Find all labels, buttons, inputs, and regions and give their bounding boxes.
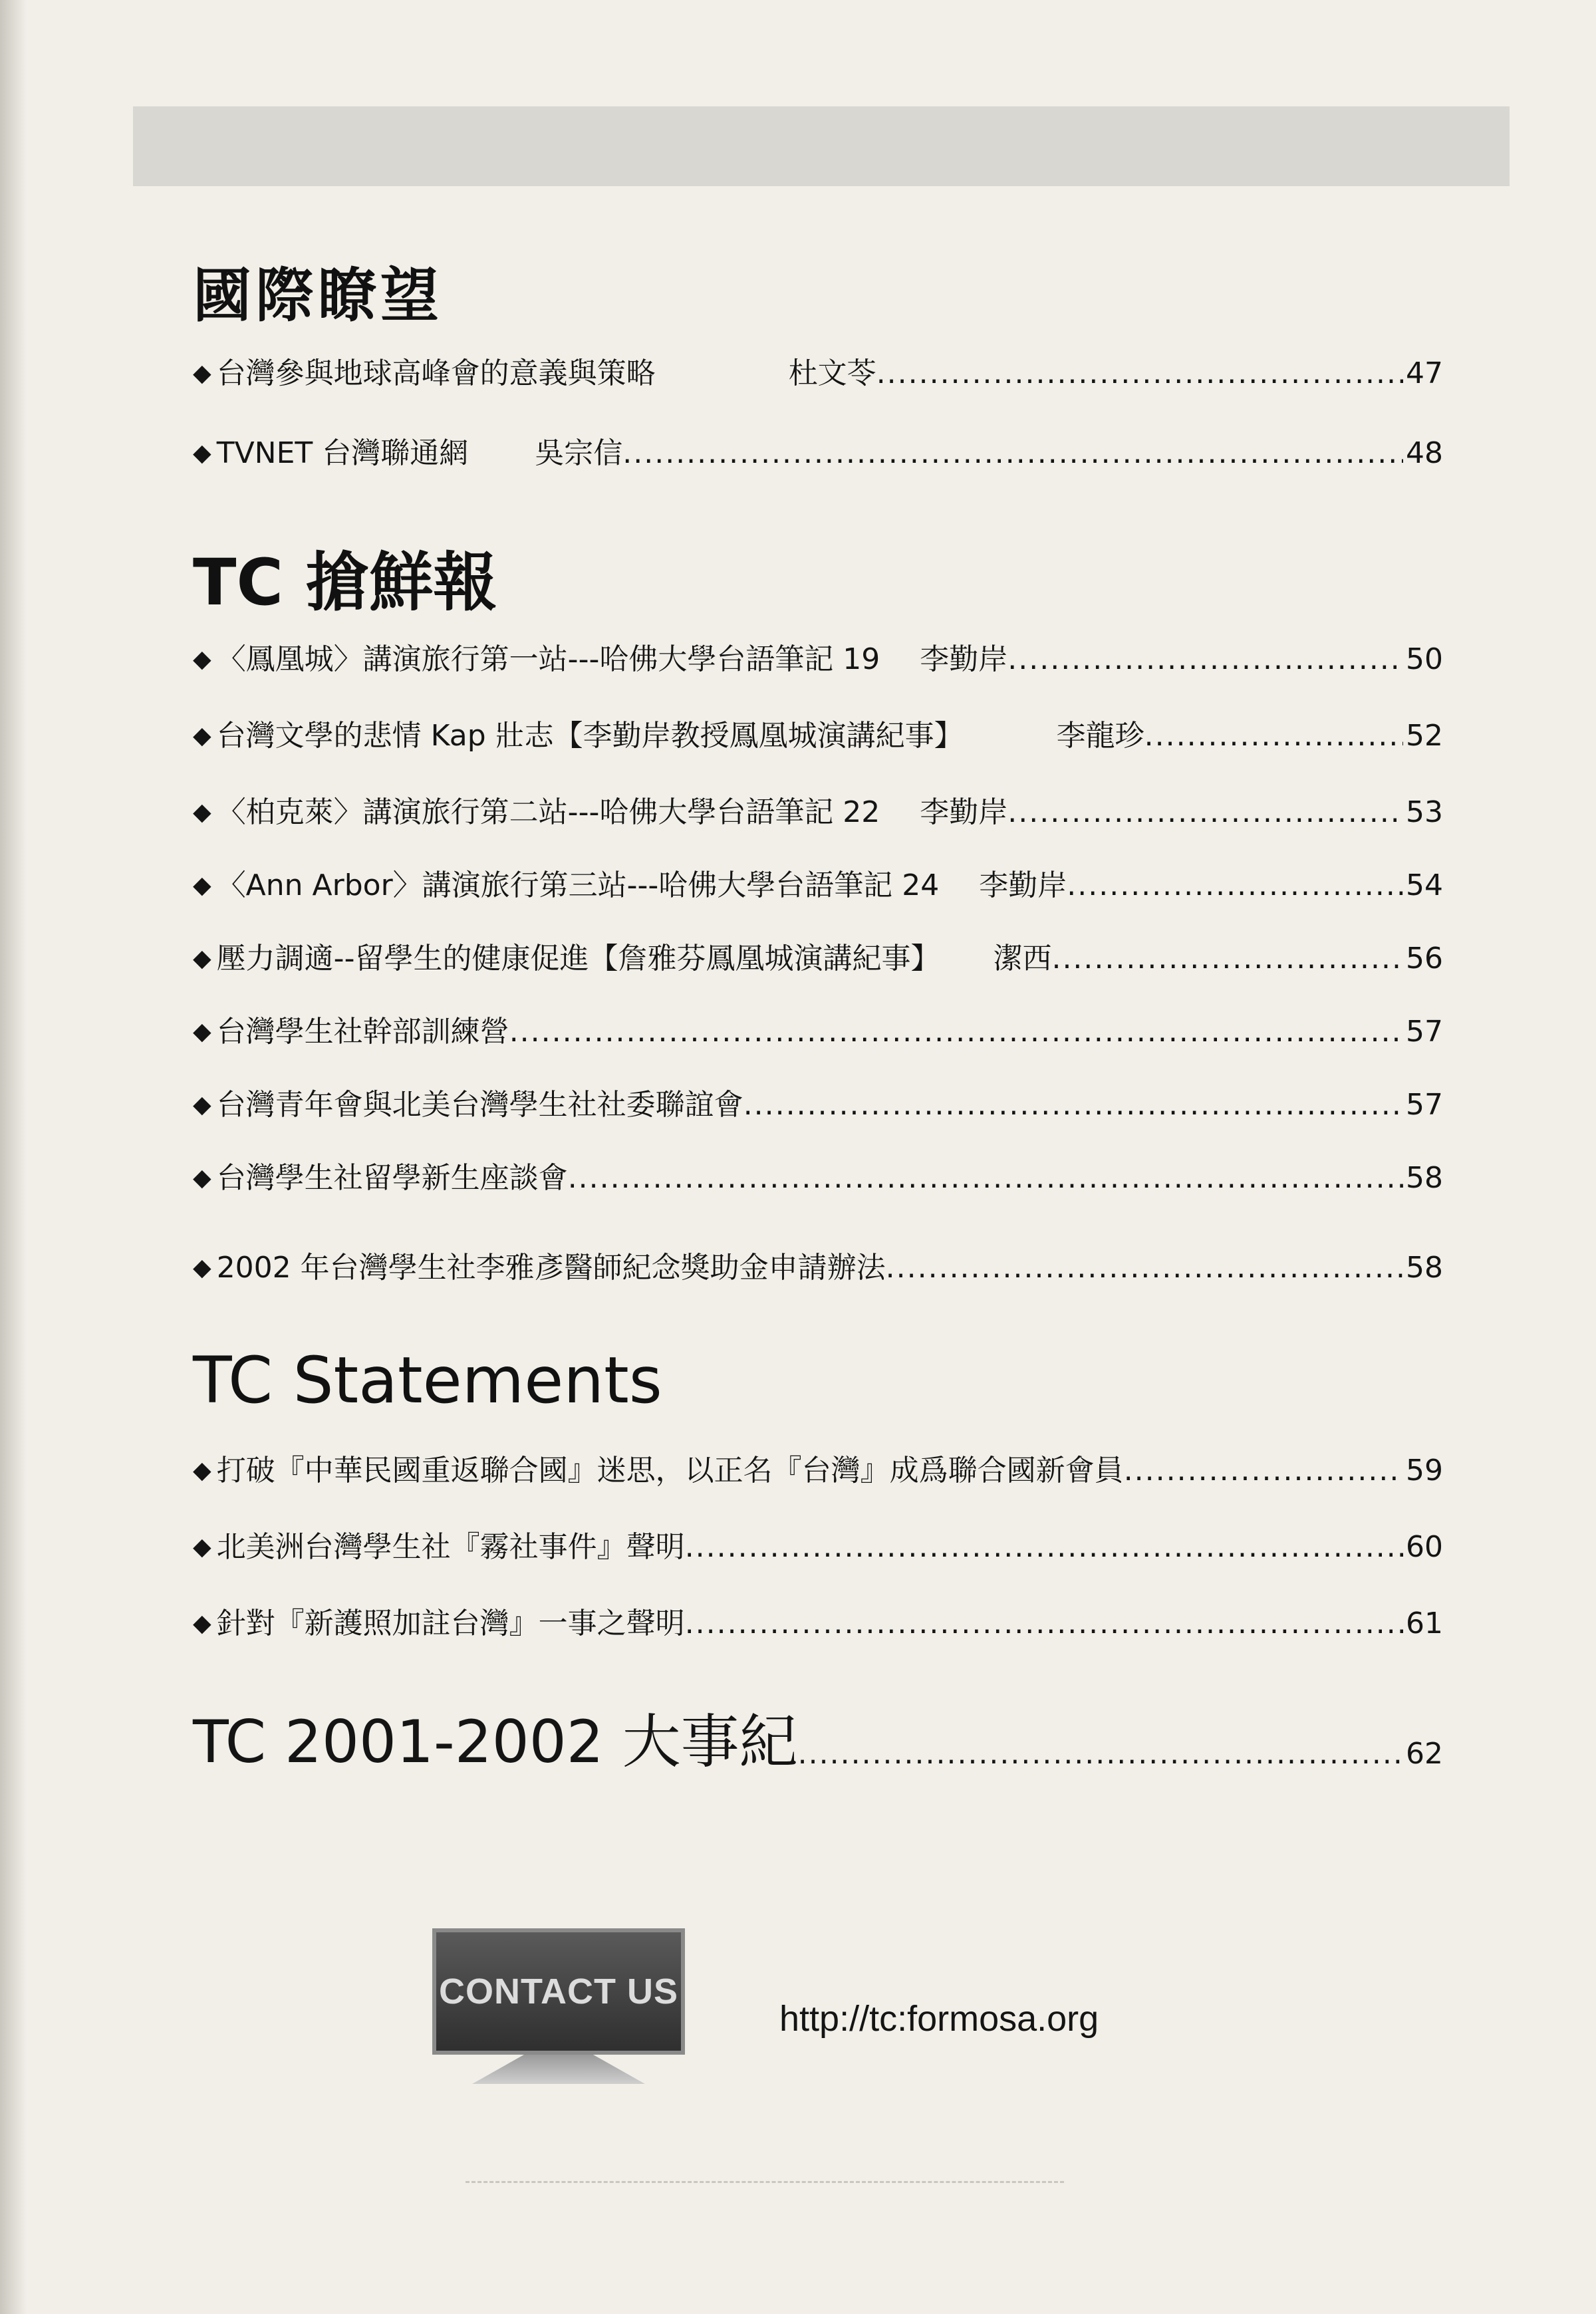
bullet-icon: ◆ — [193, 799, 211, 826]
bullet-icon: ◆ — [193, 360, 211, 387]
leader-dots — [886, 1249, 1403, 1287]
entry-author: 李勤岸 — [920, 642, 1008, 676]
toc-entry[interactable] — [193, 632, 1443, 678]
bullet-icon: ◆ — [193, 646, 211, 673]
toc-entry[interactable] — [193, 708, 1443, 755]
bullet-icon: ◆ — [193, 1018, 211, 1045]
toc-entry[interactable] — [193, 931, 1443, 977]
toc-entry[interactable] — [193, 1596, 1443, 1642]
entry-author: 李龍珍 — [1056, 719, 1144, 753]
leader-dots — [685, 1605, 1403, 1642]
bullet-icon: ◆ — [193, 945, 211, 972]
entry-page: 56 — [1406, 942, 1443, 975]
toc-entry[interactable] — [193, 858, 1443, 904]
leader-dots — [876, 355, 1403, 392]
bullet-icon: ◆ — [193, 440, 211, 467]
bullet-icon: ◆ — [193, 1533, 211, 1561]
bullet-icon: ◆ — [193, 1254, 211, 1281]
entry-page: 54 — [1406, 868, 1443, 902]
leader-dots — [1007, 794, 1403, 831]
entry-page: 52 — [1406, 719, 1443, 753]
entry-page: 61 — [1406, 1607, 1443, 1640]
entry-author: 杜文苓 — [788, 356, 876, 390]
entry-title: 打破『中華民國重返聯合國』迷思，以正名『台灣』成爲聯合國新會員 — [216, 1454, 1124, 1487]
entry-author: 潔西 — [993, 942, 1052, 975]
bullet-icon: ◆ — [193, 722, 211, 749]
toc-entry[interactable] — [193, 1702, 1443, 1775]
leader-dots — [568, 1160, 1403, 1197]
monitor-icon — [432, 1928, 685, 2055]
entry-title: 北美洲台灣學生社『霧社事件』聲明 — [216, 1530, 685, 1564]
entry-title: 台灣學生社留學新生座談會 — [216, 1161, 568, 1195]
toc-entry[interactable] — [193, 1150, 1443, 1197]
toc-entry[interactable] — [193, 1240, 1443, 1287]
toc-entry[interactable] — [193, 346, 1443, 392]
leader-dots — [1007, 641, 1403, 678]
website-link[interactable]: http://tc:formosa.org — [779, 1999, 1099, 2039]
section-heading: TC 2001-2002 大事紀 — [193, 1708, 798, 1776]
toc-entry[interactable] — [193, 1077, 1443, 1124]
leader-dots — [622, 435, 1403, 472]
leader-dots — [743, 1087, 1403, 1124]
entry-title: 台灣參與地球高峰會的意義與策略 — [216, 356, 656, 390]
page-binding-shadow — [0, 0, 27, 2314]
entry-title: 台灣青年會與北美台灣學生社社委聯誼會 — [216, 1088, 743, 1122]
entry-page: 53 — [1406, 795, 1443, 829]
leader-dots — [509, 1013, 1403, 1051]
entry-title: TVNET 台灣聯通網 — [216, 436, 469, 470]
leader-dots — [1067, 867, 1403, 904]
entry-page: 58 — [1406, 1161, 1443, 1195]
leader-dots — [685, 1529, 1403, 1566]
contact-us-label: CONTACT US — [439, 1972, 678, 2011]
bullet-icon: ◆ — [193, 1457, 211, 1484]
entry-title: 2002 年台灣學生社李雅彥醫師紀念獎助金申請辦法 — [216, 1251, 886, 1285]
entry-page: 60 — [1406, 1530, 1443, 1564]
entry-page: 57 — [1406, 1015, 1443, 1049]
entry-title: 壓力調適--留學生的健康促進【詹雅芬鳳凰城演講紀事】 — [216, 942, 940, 975]
entry-title: 〈鳳凰城〉講演旅行第一站---哈佛大學台語筆記 19 — [216, 642, 880, 676]
entry-page: 50 — [1406, 642, 1443, 676]
bullet-icon: ◆ — [193, 872, 211, 899]
toc-entry[interactable] — [193, 426, 1443, 472]
section-heading: TC 搶鮮報 — [193, 545, 497, 620]
toc-entry[interactable] — [193, 1519, 1443, 1566]
entry-title: 〈柏克萊〉講演旅行第二站---哈佛大學台語筆記 22 — [216, 795, 880, 829]
section-heading: TC Statements — [193, 1343, 662, 1418]
toc-entry[interactable] — [193, 785, 1443, 831]
entry-title: 台灣學生社幹部訓練營 — [216, 1015, 509, 1049]
bullet-icon: ◆ — [193, 1091, 211, 1118]
bullet-icon: ◆ — [193, 1164, 211, 1192]
toc-entry[interactable] — [193, 1004, 1443, 1051]
entry-author: 吳宗信 — [535, 436, 623, 470]
entry-page: 58 — [1406, 1251, 1443, 1285]
contact-us-monitor[interactable] — [432, 1928, 685, 2088]
entry-page: 47 — [1406, 356, 1443, 390]
leader-dots — [1051, 940, 1403, 977]
toc-entry[interactable] — [193, 1443, 1443, 1489]
entry-page: 59 — [1406, 1454, 1443, 1487]
entry-title: 台灣文學的悲情 Kap 壯志【李勤岸教授鳳凰城演講紀事】 — [216, 719, 964, 753]
section-heading: 國際瞭望 — [193, 261, 444, 330]
monitor-stand — [472, 2055, 645, 2084]
entry-title: 〈Ann Arbor〉講演旅行第三站---哈佛大學台語筆記 24 — [216, 868, 940, 902]
bullet-icon: ◆ — [193, 1610, 211, 1637]
entry-author: 李勤岸 — [979, 868, 1067, 902]
entry-page: 57 — [1406, 1088, 1443, 1122]
entry-page: 62 — [1406, 1737, 1443, 1771]
footer-divider — [466, 2181, 1064, 2183]
entry-title: 針對『新護照加註台灣』一事之聲明 — [216, 1607, 685, 1640]
top-gray-band — [133, 106, 1510, 186]
leader-dots — [1144, 717, 1403, 755]
entry-page: 48 — [1406, 436, 1443, 470]
leader-dots — [1124, 1452, 1403, 1489]
leader-dots — [798, 1736, 1403, 1773]
entry-author: 李勤岸 — [920, 795, 1008, 829]
